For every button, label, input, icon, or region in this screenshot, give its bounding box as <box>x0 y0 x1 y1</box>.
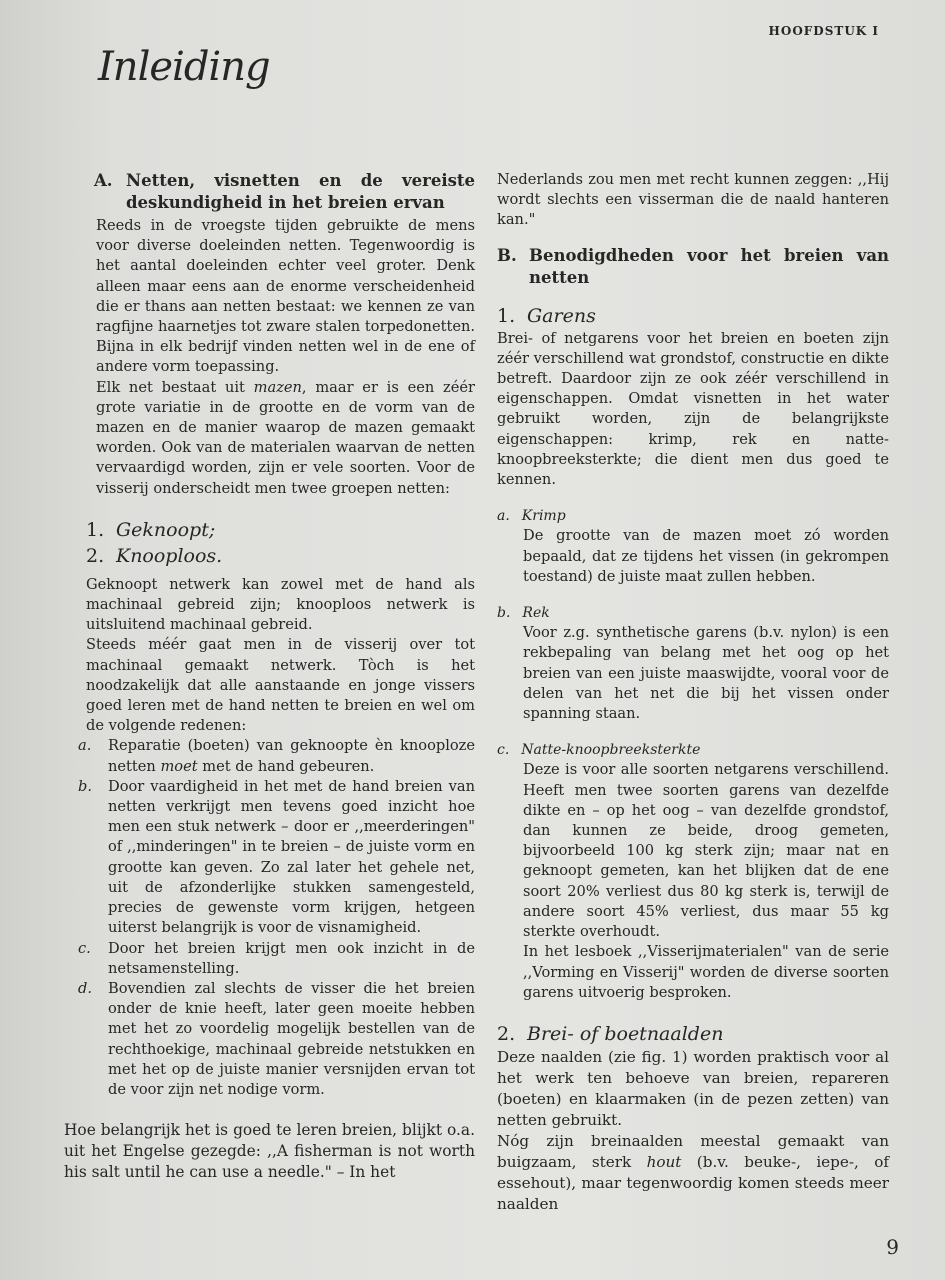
section-a-paragraph-6: Nederlands zou men met recht kunnen zeggen: ,,Hij wordt slechts een visserman die de naald hanteren kan." <box>497 171 889 229</box>
breinaalden-paragraph-1: Deze naalden (zie fig. 1) worden praktisch voor al het werk ten behoeve van breien, repareren (boeten) en klaarmaken (in de pezen zetten) van netten gebruikt. <box>497 1047 889 1129</box>
garens-paragraph: Brei- of netgarens voor het breien en boeten zijn zéér verschillend wat grondstof, constructie en dikte betreft. Daardoor zijn ze ook zéér verschillend in eigenschappen. Omdat visnetten in het water gebruikt worden, zijn de belangrijkste eigenschappen: krimp, rek en natte-knoopbreeksterkte; die dient men dus goed te kennen. <box>497 329 889 489</box>
breinaalden-paragraph-2: Nóg zijn breinaalden meestal gemaakt van buigzaam, sterk hout (b.v. beuke-, iepe-, of essehout), maar tegenwoordig komen steeds meer naalden <box>497 1131 889 1213</box>
subsection-garens: 1. Garens <box>497 304 596 327</box>
reason-d: d. Bovendien zal slechts de visser die het breien onder de knie heeft, later geen moeite hebben met het zo voordelig mogelijk bestellen van de rechthoekige, machinaal gebreide netstukken en met het op de juiste manier versnijden ervan tot de voor zijn net nodige vorm. <box>78 979 475 1098</box>
property-natte-knoopbreeksterkte: c. Natte-knoopbreeksterkte Deze is voor alle soorten netgarens verschillend. Heeft men twee soorten garens van dezelfde dikte en – op het oog – van dezelfde grondstof, dan kunnen ze beide, droog gemeten, bijvoorbeeld 100 kg sterk zijn; maar nat en geknoopt gemeten, kan het blijken dat de ene soort 20% verliest dus 80 kg sterk is, terwijl de andere soort 45% verliest, dus maar 55 kg sterkte overhoudt. In het lesboek ,,Visserijmaterialen" van de serie ,,Vorming en Visserij" worden de diverse soorten garens uitvoerig besproken. <box>497 740 889 1003</box>
reason-b: b. Door vaardigheid in het met de hand breien van netten verkrijgt men tevens goed inzicht hoe men een stuk netwerk – door er ,,meerderingen" of ,,minderingen" in te breien – de juiste vorm en grootte kan geven. Zo zal later het gehele net, uit de afzonderlijke stukken samengesteld, precies de gewenste vorm krijgen, hetgeen uiterst belangrijk is voor de visnamigheid. <box>78 777 475 937</box>
section-a-heading: A. Netten, visnetten en de vereiste deskundigheid in het breien ervan <box>94 171 475 212</box>
page-title: Inleiding <box>98 44 270 90</box>
section-b-heading: B. Benodigdheden voor het breien van netten <box>497 245 889 287</box>
page-number: 9 <box>886 1235 899 1259</box>
property-rek: b. Rek Voor z.g. synthetische garens (b.v. nylon) is een rekbepaling van belang met het oog op het breien van een juiste maaswijdte, vooral voor de delen van het net die bij het vissen onder spanning staan. <box>497 605 889 723</box>
section-a-paragraph-5: Hoe belangrijk het is goed te leren breien, blijkt o.a. uit het Engelse gezegde: ,,A fisherman is not worth his salt until he can use a needle." – In het <box>64 1121 475 1182</box>
section-a-paragraph-4: Steeds méér gaat men in de visserij over tot machinaal gemaakt netwerk. Tòch is het noodzakelijk dat alle aanstaande en jonge vissers goed leren met de hand netten te breien en wel om de volgende redenen: <box>86 636 475 735</box>
lesboek-paragraph: In het lesboek ,,Visserijmaterialen" van de serie ,,Vorming en Visserij" worden de diverse soorten garens uitvoerig besproken. <box>523 943 889 1001</box>
left-column <box>64 170 475 1183</box>
section-a-paragraph-2: Elk net bestaat uit mazen, maar er is een zéér grote variatie in de grootte en de vorm van de mazen en de manier waarop de mazen gemaakt worden. Ook van de materialen waarvan de netten vervaardigd worden, zijn er vele soorten. Voor de visserij onderscheidt men twee groepen netten: <box>96 378 475 497</box>
section-a-paragraph-3: Geknoopt netwerk kan zowel met de hand als machinaal gebreid zijn; knooploos netwerk is uitsluitend machinaal gebreid. <box>86 575 475 634</box>
subsection-breinaalden: 2. Brei- of boetnaalden <box>497 1022 724 1045</box>
chapter-header: HOOFDSTUK I <box>768 24 879 38</box>
group-knooploos: 2. Knooploos. <box>86 544 223 567</box>
section-a-paragraph-1: Reeds in de vroegste tijden gebruikte de mens voor diverse doeleinden netten. Tegenwoordig is het aantal doeleinden echter veel groter. Denk alleen maar eens aan de enorme verscheidenheid die er thans aan netten bestaat: we kennen ze van ragfijne haarnetjes tot zware stalen torpedonetten. Bijna in elk bedrijf vinden netten wel in de ene of andere vorm toepassing. <box>96 217 475 376</box>
group-geknoopt: 1. Geknoopt; <box>86 518 216 541</box>
reason-c: c. Door het breien krijgt men ook inzicht in de netsamenstelling. <box>78 939 475 977</box>
right-column <box>497 170 889 1215</box>
property-krimp: a. Krimp De grootte van de mazen moet zó worden bepaald, dat ze tijdens het vissen (in gekrompen toestand) de juiste maat zullen hebben. <box>497 508 889 585</box>
reason-a: a. Reparatie (boeten) van geknoopte èn knooploze netten moet met de hand gebeuren. <box>78 737 475 775</box>
